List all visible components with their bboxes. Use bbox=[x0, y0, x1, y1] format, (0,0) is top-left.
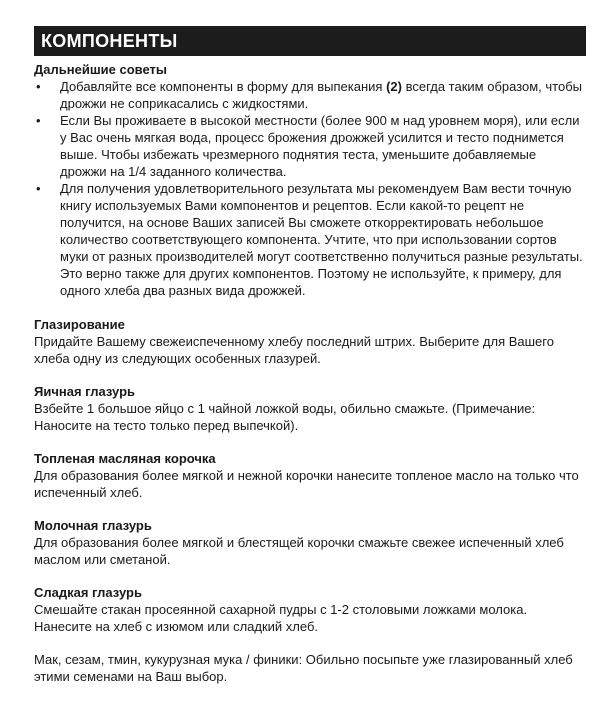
glazing-text: Придайте Вашему свежеиспеченному хлебу последний штрих. Выберите для Вашего хлеба одну из следующих особенных глазурей. bbox=[34, 334, 554, 366]
bullet-icon: • bbox=[36, 181, 41, 196]
advice-item bbox=[34, 180, 586, 299]
spacer bbox=[34, 501, 586, 517]
glazing-heading: Глазирование bbox=[34, 317, 125, 332]
section-title: КОМПОНЕНТЫ bbox=[41, 31, 178, 51]
egg-glaze-text: Взбейте 1 большое яйцо с 1 чайной ложкой воды, обильно смажьте. (Примечание: Наносите на тесто только перед выпечкой). bbox=[34, 401, 536, 433]
spacer bbox=[34, 434, 586, 450]
advice-heading: Дальнейшие советы bbox=[34, 62, 168, 77]
advice-list bbox=[34, 78, 586, 299]
bullet-icon: • bbox=[36, 113, 41, 128]
milk-glaze-heading: Молочная глазурь bbox=[34, 518, 152, 533]
advice-item bbox=[34, 78, 586, 112]
figure-reference: (2) bbox=[386, 79, 402, 94]
advice-item-text: Для получения удовлетворительного результата мы рекомендуем Вам вести точную книгу используемых Вами компонентов и рецептов. Если какой-то рецепт не получится, на основе Ваших записей Вы сможете откорректировать небольшое количество соответствующего компонента. Учтите, что при использовании сортов муки от разных производителей могут соответственно получиться разные результаты. Это верно также для других компонентов. Поэтому не используйте, к примеру, для одного хлеба два разных вида дрожжей. bbox=[60, 181, 583, 298]
spacer bbox=[34, 568, 586, 584]
bullet-icon: • bbox=[36, 79, 41, 94]
sweet-glaze-heading: Сладкая глазурь bbox=[34, 585, 142, 600]
spacer bbox=[34, 299, 586, 316]
section-header-bar bbox=[34, 26, 586, 56]
advice-item-text-start: Добавляйте все компоненты в форму для выпекания bbox=[60, 79, 387, 94]
spacer bbox=[34, 635, 586, 651]
egg-glaze-heading: Яичная глазурь bbox=[34, 384, 136, 399]
spacer bbox=[34, 367, 586, 383]
milk-glaze-text: Для образования более мягкой и блестящей корочки смажьте свежее испеченный хлеб маслом или сметаной. bbox=[34, 535, 564, 567]
butter-crust-heading: Топленая масляная корочка bbox=[34, 451, 216, 466]
advice-item bbox=[34, 112, 586, 180]
sweet-glaze-text: Смешайте стакан просеянной сахарной пудры с 1-2 столовыми ложками молока. Нанесите на хлеб с изюмом или сладкий хлеб. bbox=[34, 602, 528, 634]
seeds-text: Мак, сезам, тмин, кукурузная мука / финики: Обильно посыпьте уже глазированный хлеб этими семенами на Ваш выбор. bbox=[34, 652, 573, 684]
advice-item-text-end: всегда таким образом, чтобы дрожжи не соприкасались с жидкостями. bbox=[60, 79, 583, 111]
page-content bbox=[34, 61, 586, 685]
advice-item-text: Если Вы проживаете в высокой местности (более 900 м над уровнем моря), или если у Вас очень мягкая вода, процесс брожения дрожжей усилится и тесто поднимется выше. Чтобы избежать чрезмерного поднятия теста, уменьшите добавляемые дрожжи на 1/4 заданного количества. bbox=[60, 113, 580, 179]
butter-crust-text: Для образования более мягкой и нежной корочки нанесите топленое масло на только что испеченный хлеб. bbox=[34, 468, 579, 500]
